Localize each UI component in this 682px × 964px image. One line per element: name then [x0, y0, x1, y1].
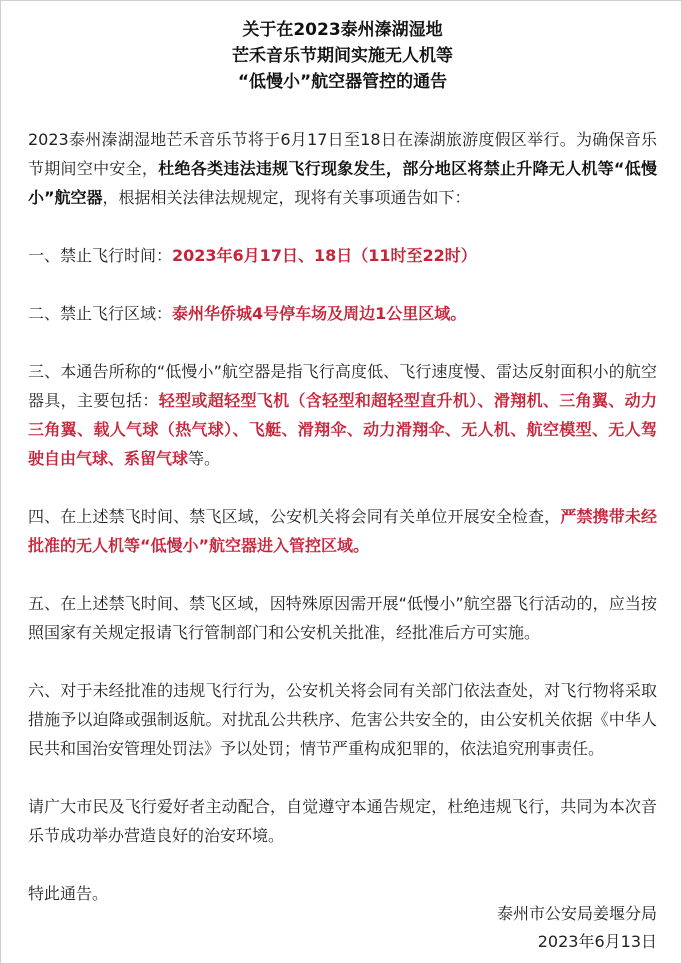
- issue-date: 2023年6月13日: [537, 932, 657, 951]
- issuing-organization: 泰州市公安局姜堰分局: [496, 904, 657, 923]
- item4-prohibition: 严禁携带未经批准的无人机等“低慢小”航空器进入管控区域。: [28, 507, 657, 555]
- notice-title: [28, 17, 657, 95]
- appeal-paragraph: 请广大市民及飞行爱好者主动配合，自觉遵守本通告规定，杜绝违规飞行，共同为本次音乐节成功举办营造良好的治安环境。: [28, 797, 657, 845]
- title-line-3: “低慢小”航空器管控的通告: [237, 72, 448, 92]
- closing-line: 特此通告。: [28, 884, 109, 903]
- item3-text-1: 三、本通告所称的“低慢小”航空器是指飞行高度低、飞行速度慢、雷达反射面积小的航空器具，主要包括：: [28, 362, 657, 410]
- intro-text-2: ，根据相关法律法规规定，现将有关事项通告如下：: [102, 188, 471, 207]
- title-line-2: 芒禾音乐节期间实施无人机等: [232, 46, 453, 66]
- item2-value: 泰州华侨城4号停车场及周边1公里区域。: [172, 304, 467, 323]
- item-violation-penalty: 六、对于未经批准的违规飞行行为，公安机关将会同有关部门依法查处，对飞行物将采取措施予以迫降或强制返航。对扰乱公共秩序、危害公共安全的，由公安机关依据《中华人民共和国治安管理处罚法》予以处罚；情节严重构成犯罪的，依法追究刑事责任。: [28, 681, 657, 758]
- item4-text-1: 四、在上述禁飞时间、禁飞区域，公安机关将会同有关单位开展安全检查，: [28, 507, 561, 526]
- item-aircraft-definition: [28, 357, 657, 473]
- item2-label: 二、禁止飞行区域：: [28, 304, 173, 323]
- item1-label: 一、禁止飞行时间：: [28, 246, 173, 265]
- intro-emphasis: 杜绝各类违法违规飞行现象发生，部分地区将禁止升降无人机等“低慢小”航空器: [28, 159, 657, 207]
- intro-text-1: 2023泰州溱湖湿地芒禾音乐节将于6月17日至18日在溱湖旅游度假区举行。为确保音乐节期间空中安全，: [28, 130, 657, 178]
- item-flight-approval: 五、在上述禁飞时间、禁飞区域，因特殊原因需开展“低慢小”航空器飞行活动的，应当按照国家有关规定报请飞行管制部门和公安机关批准，经批准后方可实施。: [28, 594, 657, 642]
- intro-paragraph: [28, 125, 657, 212]
- item3-aircraft-list: 轻型或超轻型飞机（含轻型和超轻型直升机）、滑翔机、三角翼、动力三角翼、载人气球（热气球）、飞艇、滑翔伞、动力滑翔伞、无人机、航空模型、无人驾驶自由气球、系留气球: [28, 391, 657, 468]
- item-no-fly-time: [28, 241, 657, 270]
- item-no-fly-zone: [28, 299, 657, 328]
- item-security-check: [28, 502, 657, 560]
- title-line-1: 关于在2023泰州溱湖湿地: [242, 20, 443, 40]
- item3-text-2: 等。: [188, 449, 221, 468]
- item1-value: 2023年6月17日、18日（11时至22时）: [172, 246, 477, 265]
